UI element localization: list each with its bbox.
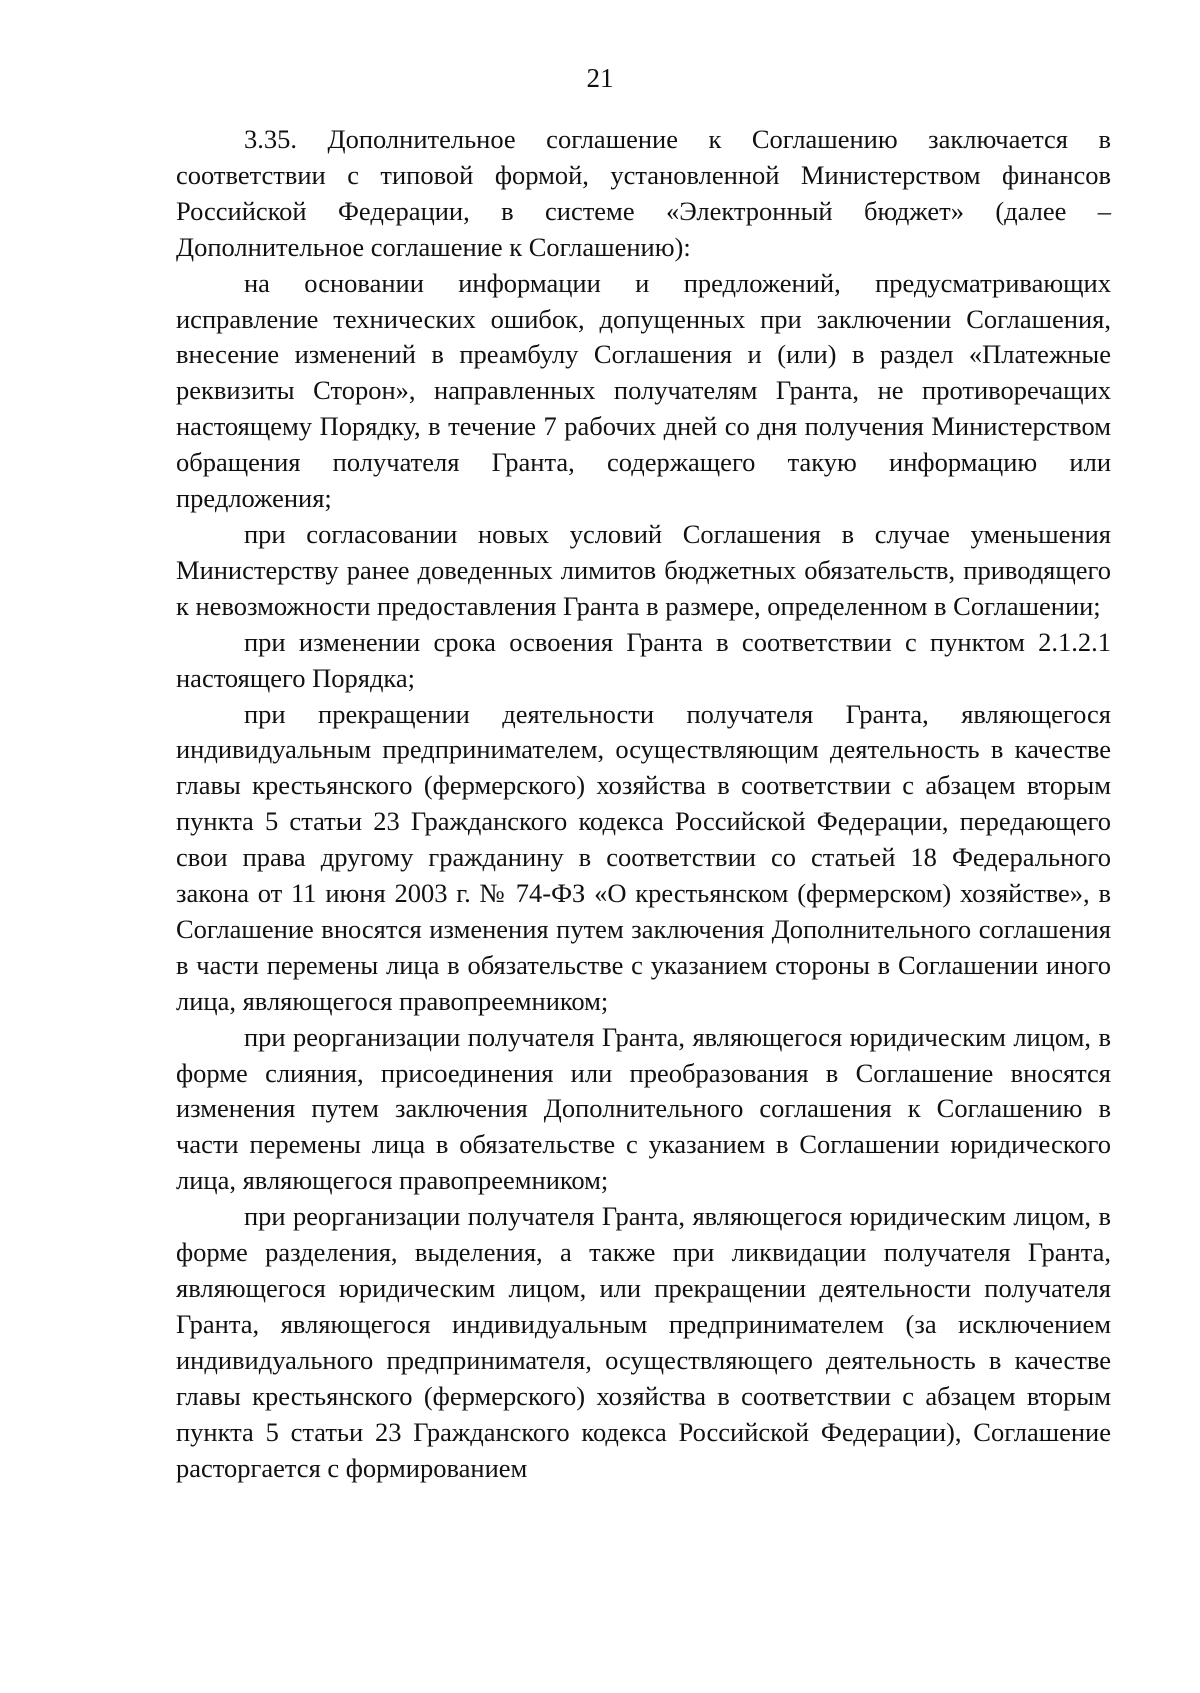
paragraph-reorganization-merger: при реорганизации получателя Гранта, являющегося юридическим лицом, в форме слияния, присоединения или преобразования в Соглашение вносятся изменения путем заключения Дополнительного соглашения к Соглашению в части перемены лица в обязательстве с указанием в Соглашении юридического лица, являющегося правопреемником; <box>176 1021 1111 1196</box>
paragraph-technical-errors: на основании информации и предложений, предусматривающих исправление технических ошибок, допущенных при заключении Соглашения, внесение изменений в преамбулу Соглашения и (или) в раздел «Платежные реквизиты Сторон», направленных получателям Гранта, не противоречащих настоящему Порядку, в течение 7 рабочих дней со дня получения Министерством обращения получателя Гранта, содержащего такую информацию или предложения; <box>176 267 1111 514</box>
paragraph-limits-reduction: при согласовании новых условий Соглашения в случае уменьшения Министерству ранее доведенных лимитов бюджетных обязательств, приводящего к невозможности предоставления Гранта в размере, определенном в Соглашении; <box>176 518 1111 621</box>
paragraph-3-35: 3.35. Дополнительное соглашение к Соглашению заключается в соответствии с типовой формой, установленной Министерством финансов Российской Федерации, в системе «Электронный бюджет» (далее – Дополнительное соглашение к Соглашению): <box>176 124 1111 262</box>
paragraph-term-change: при изменении срока освоения Гранта в соответствии с пунктом 2.1.2.1 настоящего Порядка; <box>176 626 1111 693</box>
paragraph-farm-head-termination: при прекращении деятельности получателя Гранта, являющегося индивидуальным предпринимателем, осуществляющим деятельность в качестве главы крестьянского (фермерского) хозяйства в соответствии с абзацем вторым пункта 5 статьи 23 Гражданского кодекса Российской Федерации, передающего свои права другому гражданину в соответствии со статьей 18 Федерального закона от 11 июня 2003 г. № 74-ФЗ «О крестьянском (фермерском) хозяйстве», в Соглашение вносятся изменения путем заключения Дополнительного соглашения в части перемены лица в обязательстве с указанием стороны в Соглашении иного лица, являющегося правопреемником; <box>176 698 1111 1016</box>
page-number: 21 <box>586 63 614 93</box>
document-body <box>176 122 1111 1486</box>
paragraph-reorganization-division: при реорганизации получателя Гранта, являющегося юридическим лицом, в форме разделения, выделения, а также при ликвидации получателя Гранта, являющегося юридическим лицом, или прекращении деятельности получателя Гранта, являющегося индивидуальным предпринимателем (за исключением индивидуального предпринимателя, осуществляющего деятельность в качестве главы крестьянского (фермерского) хозяйства в соответствии с абзацем вторым пункта 5 статьи 23 Гражданского кодекса Российской Федерации), Соглашение расторгается с формированием <box>176 1201 1111 1483</box>
